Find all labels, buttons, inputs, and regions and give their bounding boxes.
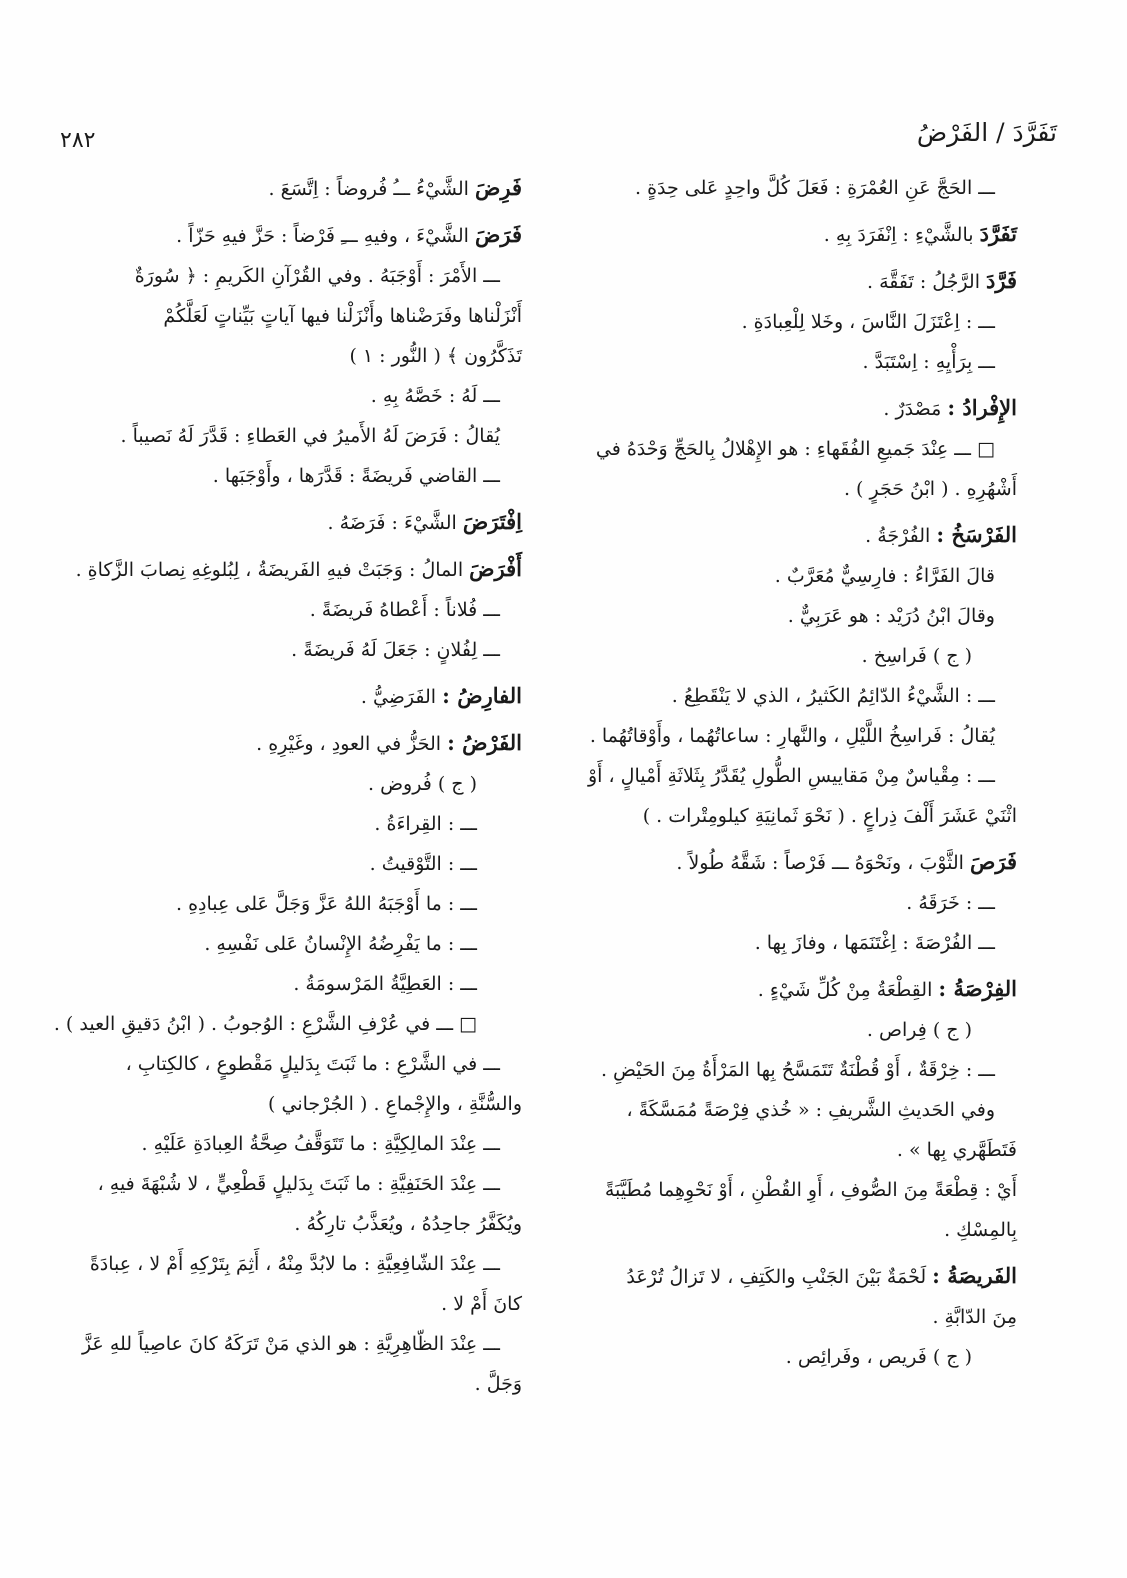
definition-text: ـــ : اِعْتَزَلَ النَّاسَ ، وخَلا لِلْعِبادَةِ . [741, 311, 995, 333]
definition-text: ـــ بِرَأْيِهِ : اِسْتَبَدَّ . [862, 351, 995, 373]
definition-text: ـــ القاضي فَريضَةً : قَدَّرَها ، وأَوْجَبَها . [212, 465, 500, 487]
entry-headword-line [67, 168, 522, 209]
entry-line [572, 1170, 1017, 1210]
definition-text: ـــ : مِقْياسٌ مِنْ مَقاييسِ الطُّولِ يُقَدَّرُ بِثَلاثَةِ أَمْيالٍ ، أَوْ [588, 765, 995, 787]
entry-line [572, 676, 1017, 716]
entry-headword-line [67, 502, 522, 543]
definition-text: ـــ عِنْدَ الحَنَفِيَّةِ : ما ثَبَتَ بِدَليلٍ قَطْعِيٍّ ، لا شُبْهَةَ فيهِ ، [97, 1173, 500, 1195]
entry-line [67, 1124, 522, 1164]
entry-line [67, 1044, 522, 1084]
definition-text: بِالمِسْكِ . [944, 1219, 1017, 1241]
entry-headword-line [572, 1256, 1017, 1297]
definition-text: أَيْ : قِطْعَةً مِنَ الصُّوفِ ، أَوِ القُطْنِ ، أَوْ نَحْوِهِما مُطَيَّبَةً [604, 1179, 1017, 1201]
entry-headword-line [572, 842, 1017, 883]
definition-text: القِطْعَةُ مِنْ كُلِّ شَيْءٍ . [757, 979, 939, 1001]
definition-text: فَتَطَهَّري بِها » . [896, 1139, 1017, 1161]
headword: الفِرْصَةُ : [938, 976, 1017, 1001]
entry-line [572, 1090, 1017, 1130]
entry-line [572, 923, 1017, 963]
definition-text: الشَّيْءَ : فَرَضَهُ . [327, 512, 463, 534]
definition-text: ـــ عِنْدَ الشّافِعِيَّةِ : ما لابُدَّ مِنْهُ ، أَثِمَ بِتَرْكِهِ أَمْ لا ، عِبادَةً [89, 1253, 500, 1275]
definition-text: يُقالُ : فَرَضَ لَهُ الأَميرُ في العَطاءِ : قَدَّرَ لَهُ نَصيباً . [120, 425, 500, 447]
definition-text: ـــ عِنْدَ المالِكِيَّةِ : ما تَتَوَقَّفُ صِحَّةُ العِبادَةِ عَلَيْهِ . [141, 1133, 500, 1155]
entry-headword-line [67, 549, 522, 590]
entry-line [67, 1284, 522, 1324]
definition-text: كانَ أَمْ لا . [441, 1293, 522, 1315]
headword: الفَرْضُ : [447, 730, 522, 755]
definition-text: بالشَّيْءِ : اِنْفَرَدَ بِهِ . [823, 224, 980, 246]
definition-text: مِنَ الدّابَّةِ . [932, 1306, 1017, 1328]
definition-text: ـــ : ما يَفْرِضُهُ الإِنْسانُ عَلى نَفْسِهِ . [204, 933, 477, 955]
entry-line [572, 556, 1017, 596]
entry-line [572, 168, 1017, 208]
entry-line [572, 636, 1017, 676]
definition-text: ـــ الفُرْصَةَ : اِغْتَنَمَها ، وفازَ بِها . [754, 932, 995, 954]
page-header [60, 118, 1057, 158]
definition-text: ـــ : ما أَوْجَبَهُ اللهُ عَزَّ وَجَلَّ عَلى عِبادِهِ . [176, 893, 477, 915]
entry-line [67, 924, 522, 964]
definition-text: الشَّيْءَ ، وفيهِ ـــِ فَرْضاً : حَزَّ فيهِ حَزّاً . [176, 225, 475, 247]
entry-line [67, 764, 522, 804]
entry-line [67, 336, 522, 376]
entry-line [572, 883, 1017, 923]
definition-text: ـــ في الشَّرْعِ : ما ثَبَتَ بِدَليلٍ مَقْطوعٍ ، كالكِتابِ ، [125, 1053, 500, 1075]
definition-text: والسُّنَّةِ ، والإِجْماعِ . ( الجُرْجاني ) [268, 1093, 522, 1115]
definition-text: ـــ : الشَّيْءُ الدّائِمُ الكَثيرُ ، الذي لا يَنْقَطِعُ . [671, 685, 995, 707]
entry-line [572, 1210, 1017, 1250]
entry-line [572, 429, 1017, 469]
entry-headword-line [67, 215, 522, 256]
definition-text: ـــ الأَمْرَ : أَوْجَبَهُ . وفي القُرْآنِ الكَريمِ : ﴿ سُورَةٌ [134, 265, 500, 287]
entry-headword-line [572, 214, 1017, 255]
entry-line [572, 1337, 1017, 1377]
definition-text: ـــ لِفُلانٍ : جَعَلَ لَهُ فَريضَةً . [291, 639, 500, 661]
definition-text: ـــ فُلاناً : أَعْطاهُ فَريضَةً . [309, 599, 500, 621]
page-number: ٢٨٢ [60, 128, 96, 153]
entry-line [67, 256, 522, 296]
entry-line [572, 342, 1017, 382]
entry-line [67, 1164, 522, 1204]
definition-text: وقالَ ابْنُ دُرَيْد : هو عَرَبِيٌّ . [787, 605, 995, 627]
definition-text: ( ج ) فَراسِخ . [861, 645, 972, 667]
headword: الفارِضُ : [442, 683, 522, 708]
definition-text: اثْنَيْ عَشَرَ أَلْفَ ذِراعٍ . ( نَحْوَ ثَمانِيَةِ كيلومِتْرات . ) [642, 805, 1017, 827]
entry-line [572, 716, 1017, 756]
running-head: تَفَرَّدَ / الفَرْضُ [916, 118, 1057, 147]
left-column [53, 168, 522, 1404]
definition-text: الشَّيْءُ ـــُ فُروضاً : اِتَّسَعَ . [268, 178, 475, 200]
entry-line [572, 756, 1017, 796]
entry-line [67, 1084, 522, 1124]
headword: فَرَصَ [969, 849, 1017, 874]
entry-line [67, 456, 522, 496]
entry-line [572, 469, 1017, 509]
definition-text: □ ـــ في عُرْفِ الشَّرْعِ : الوُجوبُ . ( ابْنُ دَقيقِ العيد ) . [53, 1013, 477, 1035]
definition-text: مَصْدَرٌ . [883, 398, 948, 420]
definition-text: وَجَلَّ . [474, 1373, 522, 1395]
definition-text: ـــ : خِرْقَةٌ ، أَوْ قُطْنَةٌ تَتَمَسَّحُ بِها المَرْأَةُ مِنَ الحَيْضِ . [600, 1059, 995, 1081]
entry-line [67, 844, 522, 884]
right-column [572, 168, 1017, 1377]
entry-headword-line [572, 969, 1017, 1010]
entry-line [67, 1324, 522, 1364]
definition-text: تَذَكَّرُون ﴾ ( النُّور : ١ ) [349, 345, 522, 367]
entry-headword-line [67, 676, 522, 717]
definition-text: المالُ : وَجَبَتْ فيهِ الفَريضَةُ ، لِبُلوغِهِ نِصابَ الزَّكاةِ . [75, 559, 470, 581]
entry-line [67, 376, 522, 416]
definition-text: ـــ عِنْدَ الظّاهِرِيَّةِ : هو الذي مَنْ تَرَكَهُ كانَ عاصِياً للهِ عَزَّ [81, 1333, 500, 1355]
entry-line [67, 1204, 522, 1244]
entry-line [572, 302, 1017, 342]
definition-text: ـــ : العَطِيَّةُ المَرْسومَةُ . [293, 973, 477, 995]
headword: اِفْتَرَضَ [462, 509, 522, 534]
entry-line [67, 296, 522, 336]
entry-line [67, 884, 522, 924]
entry-line [67, 416, 522, 456]
headword: الفَريصَةُ : [932, 1263, 1017, 1288]
definition-text: ـــ : خَرَقَهُ . [906, 892, 995, 914]
headword: فَرَّدَ [986, 268, 1017, 293]
entry-line [572, 796, 1017, 836]
entry-line [572, 1130, 1017, 1170]
definition-text: يُقالُ : فَراسِخُ اللَّيْلِ ، والنَّهارِ : ساعاتُهُما ، وأَوْقاتُهُما . [589, 725, 995, 747]
entry-line [67, 1364, 522, 1404]
headword: فَرِضَ [474, 175, 522, 200]
definition-text: ( ج ) فَريص ، وفَرائِص . [785, 1346, 972, 1368]
entry-line [67, 1244, 522, 1284]
entry-line [572, 1050, 1017, 1090]
definition-text: أَنْزَلْناها وفَرَضْناها وأَنْزَلْنا فيها آياتٍ بَيِّناتٍ لَعَلَّكُمْ [163, 305, 522, 327]
definition-text: الحَزُّ في العودِ ، وغَيْرِهِ . [256, 733, 448, 755]
entry-headword-line [572, 515, 1017, 556]
definition-text: ـــ الحَجَّ عَنِ العُمْرَةِ : فَعَلَ كُلَّ واحِدٍ عَلى حِدَةٍ . [635, 177, 995, 199]
definition-text: الفَرَضِيُّ . [360, 686, 443, 708]
headword: أَفْرَضَ [469, 556, 522, 581]
definition-text: الرَّجُلُ : تَفَقَّهَ . [867, 271, 987, 293]
definition-text: الثَّوْبَ ، ونَحْوَهُ ـــ فَرْصاً : شَقَّهُ طُولاً . [676, 852, 970, 874]
entry-line [67, 964, 522, 1004]
entry-line [572, 596, 1017, 636]
definition-text: لَحْمَةٌ بَيْنَ الجَنْبِ والكَتِفِ ، لا تَزالُ تُرْعَدُ [626, 1266, 933, 1288]
entry-line [572, 1297, 1017, 1337]
definition-text: ـــ لَهُ : خَصَّهُ بِهِ . [370, 385, 500, 407]
definition-text: ـــ : القِراءَةُ . [374, 813, 477, 835]
headword: فَرَضَ [474, 222, 522, 247]
entry-line [53, 1004, 522, 1044]
definition-text: ويُكَفَّرُ جاحِدُهُ ، ويُعَذَّبُ تارِكُهُ . [294, 1213, 522, 1235]
definition-text: أَشْهُرِهِ . ( ابْنُ حَجَرٍ ) . [843, 478, 1017, 500]
definition-text: □ ـــ عِنْدَ جَميعِ الفُقَهاءِ : هو الإِهْلالُ بِالحَجِّ وَحْدَهُ في [595, 438, 995, 460]
entry-line [572, 1010, 1017, 1050]
headword: الإِفْرادُ : [947, 395, 1017, 420]
definition-text: الفُرْجَةُ . [865, 525, 937, 547]
definition-text: ـــ : التَّوْقيتُ . [369, 853, 477, 875]
definition-text: ( ج ) فِراص . [866, 1019, 972, 1041]
entry-headword-line [572, 388, 1017, 429]
headword: الفَرْسَخُ : [936, 522, 1017, 547]
entry-line [67, 590, 522, 630]
entry-headword-line [572, 261, 1017, 302]
headword: تَفَرَّدَ [979, 221, 1017, 246]
entry-headword-line [67, 723, 522, 764]
entry-line [67, 630, 522, 670]
entry-line [67, 804, 522, 844]
definition-text: ( ج ) فُروض . [368, 773, 477, 795]
definition-text: وفي الحَديثِ الشَّريفِ : « خُذي فِرْصَةً مُمَسَّكَةً ، [626, 1099, 995, 1121]
definition-text: قالَ الفَرَّاءُ : فارِسِيٌّ مُعَرَّبٌ . [774, 565, 995, 587]
